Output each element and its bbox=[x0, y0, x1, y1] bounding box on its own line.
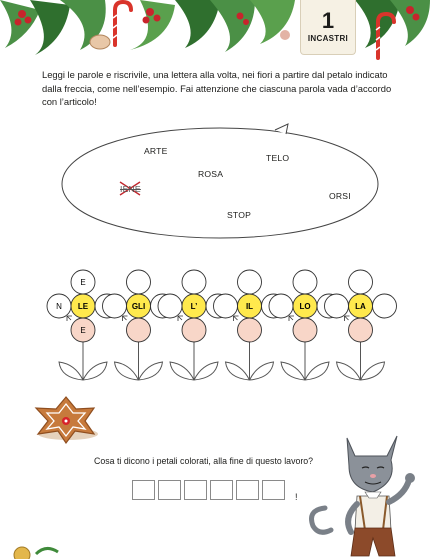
word-telo: TELO bbox=[266, 153, 290, 163]
petal-bottom[interactable] bbox=[293, 318, 317, 342]
article-label: IL bbox=[245, 302, 254, 311]
petal-bottom[interactable] bbox=[349, 318, 373, 342]
flower-3 bbox=[158, 270, 230, 380]
article-label: GLI bbox=[131, 302, 146, 311]
flower-2 bbox=[103, 270, 175, 380]
word-rosa: ROSA bbox=[198, 169, 224, 179]
answer-boxes bbox=[132, 480, 288, 500]
petal-left[interactable] bbox=[158, 294, 182, 318]
petal-top[interactable] bbox=[127, 270, 151, 294]
word-stop: STOP bbox=[227, 210, 252, 220]
word-arte: ARTE bbox=[144, 146, 168, 156]
petal-left[interactable] bbox=[214, 294, 238, 318]
flower-1 bbox=[47, 270, 119, 380]
petal-bottom[interactable] bbox=[127, 318, 151, 342]
exercise-badge bbox=[300, 0, 356, 55]
start-arrow-icon bbox=[345, 316, 350, 321]
cat-character-illustration bbox=[305, 430, 430, 559]
answer-box-3[interactable] bbox=[184, 480, 207, 500]
answer-suffix: ! bbox=[295, 492, 298, 502]
petal-top[interactable] bbox=[349, 270, 373, 294]
gingerbread-cookie-icon bbox=[28, 394, 102, 444]
answer-box-5[interactable] bbox=[236, 480, 259, 500]
start-arrow-icon bbox=[178, 316, 183, 321]
flower-4 bbox=[214, 270, 286, 380]
petal-left[interactable] bbox=[269, 294, 293, 318]
petal-left[interactable] bbox=[325, 294, 349, 318]
flowers-puzzle bbox=[36, 262, 406, 387]
article-label: L’ bbox=[190, 302, 198, 311]
flower-6 bbox=[325, 270, 397, 380]
petal-left[interactable] bbox=[103, 294, 127, 318]
word-orsi: ORSI bbox=[329, 191, 351, 201]
christmas-garland bbox=[0, 0, 430, 62]
answer-box-6[interactable] bbox=[262, 480, 285, 500]
start-arrow-icon bbox=[289, 316, 294, 321]
instructions-text: Leggi le parole e riscrivile, una lettera alla volta, nei fiori a partire dal petalo indicato dalla freccia, come nell’esempio. Fai attenzione che ciascuna parola vada d’accordo con l’articolo! bbox=[42, 69, 392, 108]
petal-right[interactable] bbox=[373, 294, 397, 318]
petal-bottom[interactable] bbox=[238, 318, 262, 342]
exercise-number: 1 bbox=[321, 8, 335, 33]
article-label: LA bbox=[355, 302, 366, 311]
petal-letter: E bbox=[80, 278, 86, 287]
start-arrow-icon bbox=[123, 316, 128, 321]
answer-box-2[interactable] bbox=[158, 480, 181, 500]
question-text: Cosa ti dicono i petali colorati, alla fine di questo lavoro? bbox=[94, 456, 314, 466]
petal-top[interactable] bbox=[238, 270, 262, 294]
petal-letter: E bbox=[80, 326, 86, 335]
word-cloud-outline bbox=[60, 122, 380, 242]
article-label: LO bbox=[299, 302, 311, 311]
exercise-title: INCASTRI bbox=[307, 34, 349, 43]
start-arrow-icon bbox=[234, 316, 239, 321]
corner-ornament bbox=[0, 540, 60, 559]
answer-box-1[interactable] bbox=[132, 480, 155, 500]
petal-bottom[interactable] bbox=[182, 318, 206, 342]
start-arrow-icon bbox=[67, 316, 72, 321]
flower-5 bbox=[269, 270, 341, 380]
word-iene-crossed: IENE bbox=[120, 184, 141, 194]
answer-box-4[interactable] bbox=[210, 480, 233, 500]
petal-letter: N bbox=[56, 302, 62, 311]
article-label: LE bbox=[77, 302, 89, 311]
petal-top[interactable] bbox=[182, 270, 206, 294]
petal-top[interactable] bbox=[293, 270, 317, 294]
